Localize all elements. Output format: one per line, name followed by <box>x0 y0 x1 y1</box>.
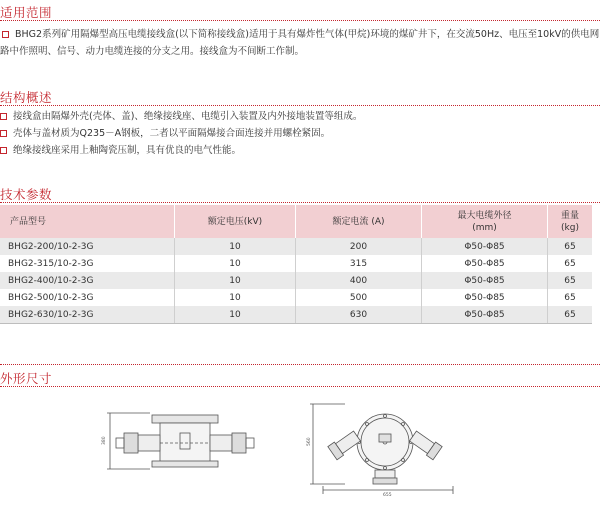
cell-current: 500 <box>296 289 422 306</box>
table-row <box>0 238 592 255</box>
cell-current: 400 <box>296 272 422 289</box>
structure-item: 绝缘接线座采用上釉陶瓷压制，具有优良的电气性能。 <box>0 142 600 159</box>
cell-model: BHG2-400/10-2-3G <box>0 272 175 289</box>
scope-line-2: 路中作照明、信号、动力电缆连接的分支之用。接线盒为不间断工作制。 <box>0 46 305 57</box>
cell-current: 200 <box>296 238 422 255</box>
structure-title: 结构概述 <box>0 90 53 105</box>
table-row <box>0 289 592 306</box>
cell-weight: 65 <box>548 306 593 324</box>
cell-current: 630 <box>296 306 422 324</box>
cell-diameter: Φ50-Φ85 <box>422 306 548 324</box>
cell-voltage: 10 <box>175 289 296 306</box>
cell-weight: 65 <box>548 255 593 272</box>
cell-model: BHG2-500/10-2-3G <box>0 289 175 306</box>
cell-model: BHG2-630/10-2-3G <box>0 306 175 324</box>
cell-current: 315 <box>296 255 422 272</box>
scope-text <box>0 26 600 60</box>
cell-model: BHG2-315/10-2-3G <box>0 255 175 272</box>
params-title: 技术参数 <box>0 187 53 202</box>
scope-line-1: BHG2系列矿用隔爆型高压电缆接线盒(以下简称接线盒)适用于具有爆炸性气体(甲烷)环境的煤矿井下，在交流50Hz、电压至10kV的供电网 <box>0 26 600 43</box>
cell-voltage: 10 <box>175 272 296 289</box>
side-width-label: 655 <box>383 493 392 498</box>
structure-divider <box>0 105 600 106</box>
front-view-drawing <box>100 405 280 475</box>
structure-item: 接线盒由隔爆外壳(壳体、盖)、绝缘接线座、电缆引入装置及内外接地装置等组成。 <box>0 108 600 125</box>
cell-diameter: Φ50-Φ85 <box>422 255 548 272</box>
scope-divider <box>0 20 600 21</box>
scope-title: 适用范围 <box>0 5 53 20</box>
col-header-cable-diameter: 最大电缆外径 (mm) <box>422 205 548 238</box>
cell-weight: 65 <box>548 238 593 255</box>
cell-weight: 65 <box>548 272 593 289</box>
cell-diameter: Φ50-Φ85 <box>422 289 548 306</box>
col-header-voltage: 额定电压(kV) <box>175 205 296 238</box>
structure-list <box>0 108 600 159</box>
table-row <box>0 306 592 324</box>
table-row <box>0 272 592 289</box>
table-row <box>0 255 592 272</box>
structure-item: 壳体与盖材质为Q235－A钢板，二者以平面隔爆接合面连接并用螺栓紧固。 <box>0 125 600 142</box>
cell-model: BHG2-200/10-2-3G <box>0 238 175 255</box>
checkbox-bullet-icon <box>0 147 7 154</box>
params-divider <box>0 202 600 203</box>
spec-table <box>0 205 592 324</box>
checkbox-bullet-icon <box>0 113 7 120</box>
dimensions-title: 外形尺寸 <box>0 371 53 386</box>
col-header-current: 额定电流 (A) <box>296 205 422 238</box>
cell-weight: 65 <box>548 289 593 306</box>
cell-diameter: Φ50-Φ85 <box>422 238 548 255</box>
dimensions-top-divider <box>0 364 600 365</box>
cell-voltage: 10 <box>175 238 296 255</box>
table-header-row <box>0 205 592 238</box>
cell-voltage: 10 <box>175 306 296 324</box>
checkbox-bullet-icon <box>0 130 7 137</box>
cell-voltage: 10 <box>175 255 296 272</box>
checkbox-bullet-icon <box>2 31 9 38</box>
cell-diameter: Φ50-Φ85 <box>422 272 548 289</box>
col-header-weight: 重量 (kg) <box>548 205 593 238</box>
front-height-label: 380 <box>102 436 107 445</box>
dimensions-divider <box>0 386 600 387</box>
side-view-drawing <box>305 400 465 498</box>
col-header-model: 产品型号 <box>0 205 175 238</box>
side-height-label: 560 <box>307 437 312 446</box>
